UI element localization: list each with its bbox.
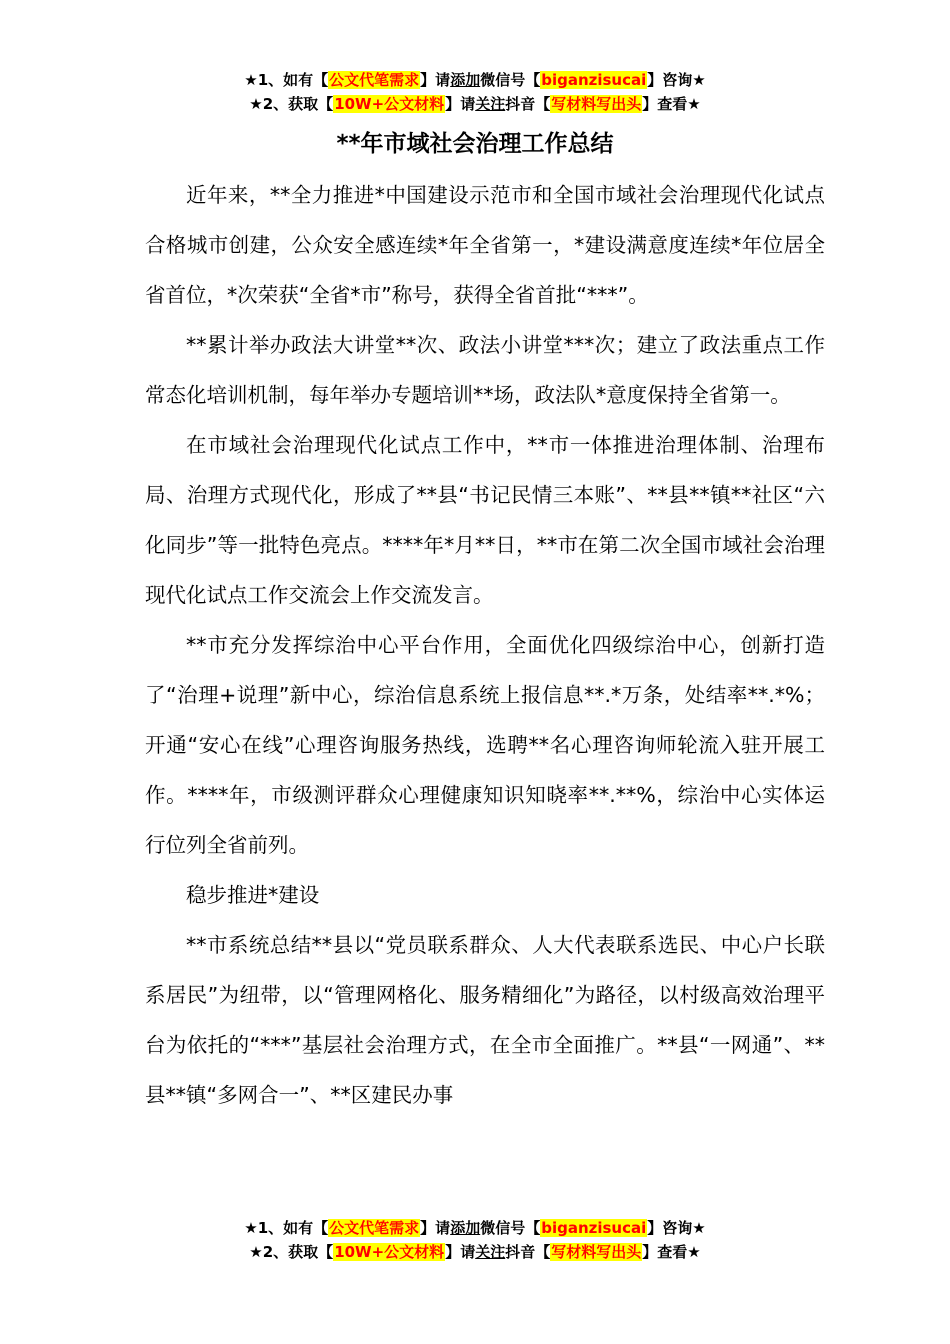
- banner-text: 】请: [445, 1243, 476, 1261]
- banner-line-1: [0, 68, 950, 92]
- paragraph: **市充分发挥综治中心平台作用，全面优化四级综治中心，创新打造了“治理+说理”新中心，综治信息系统上报信息**.*万条，处结率**.*%；开通“安心在线”心理咨询服务热线，选聘**名心理咨询师轮流入驻开展工作。****年，市级测评群众心理健康知识知晓率**.**%，综治中心实体运行位列全省前列。: [145, 633, 825, 857]
- document-title: **年市域社会治理工作总结: [336, 131, 614, 157]
- banner-text: 】查看★: [642, 95, 701, 113]
- banner-text: 微信号【: [480, 1219, 541, 1237]
- banner-highlight: biganzisucai: [541, 71, 647, 89]
- section-heading: 稳步推进*建设: [186, 883, 320, 907]
- banner-text: 】请: [420, 71, 451, 89]
- banner-line-2: [0, 92, 950, 116]
- document-body: [145, 170, 825, 1120]
- banner-line-1: [0, 1216, 950, 1240]
- banner-highlight: 公文代笔需求: [329, 1219, 420, 1237]
- banner-underline: 关注: [475, 1243, 506, 1261]
- banner-text: ★2、获取【: [249, 1243, 334, 1261]
- banner-underline: 添加: [450, 1219, 481, 1237]
- banner-text: 抖音【: [505, 95, 551, 113]
- footer-banner: [0, 1216, 950, 1264]
- header-banner: [0, 68, 950, 116]
- banner-highlight: 10W+公文材料: [334, 1243, 445, 1261]
- banner-text: 】咨询★: [647, 1219, 706, 1237]
- paragraph: **市系统总结**县以“党员联系群众、人大代表联系选民、中心户长联系居民”为纽带，以“管理网格化、服务精细化”为路径，以村级高效治理平台为依托的“***”基层社会治理方式，在全市全面推广。**县“一网通”、**县**镇“多网合一”、**区建民办事: [145, 933, 825, 1107]
- paragraph: 在市域社会治理现代化试点工作中，**市一体推进治理体制、治理布局、治理方式现代化，形成了**县“书记民情三本账”、**县**镇**社区“六化同步”等一批特色亮点。****年*月**日，**市在第二次全国市域社会治理现代化试点工作交流会上作交流发言。: [145, 433, 825, 607]
- banner-highlight: biganzisucai: [541, 1219, 647, 1237]
- banner-underline: 关注: [475, 95, 506, 113]
- banner-text: ★1、如有【: [244, 1219, 329, 1237]
- banner-text: ★1、如有【: [244, 71, 329, 89]
- banner-text: 】咨询★: [647, 71, 706, 89]
- banner-underline: 添加: [450, 71, 481, 89]
- banner-highlight: 10W+公文材料: [334, 95, 445, 113]
- banner-text: 微信号【: [480, 71, 541, 89]
- banner-text: 】请: [445, 95, 476, 113]
- banner-text: 】请: [420, 1219, 451, 1237]
- banner-highlight: 写材料写出头: [551, 1243, 642, 1261]
- banner-highlight: 写材料写出头: [551, 95, 642, 113]
- banner-highlight: 公文代笔需求: [329, 71, 420, 89]
- paragraph: **累计举办政法大讲堂**次、政法小讲堂***次；建立了政法重点工作常态化培训机制，每年举办专题培训**场，政法队*意度保持全省第一。: [145, 333, 825, 407]
- banner-line-2: [0, 1240, 950, 1264]
- banner-text: 】查看★: [642, 1243, 701, 1261]
- paragraph: 近年来，**全力推进*中国建设示范市和全国市域社会治理现代化试点合格城市创建，公众安全感连续*年全省第一，*建设满意度连续*年位居全省首位，*次荣获“全省*市”称号，获得全省首批“***”。: [145, 183, 825, 307]
- banner-text: ★2、获取【: [249, 95, 334, 113]
- banner-text: 抖音【: [505, 1243, 551, 1261]
